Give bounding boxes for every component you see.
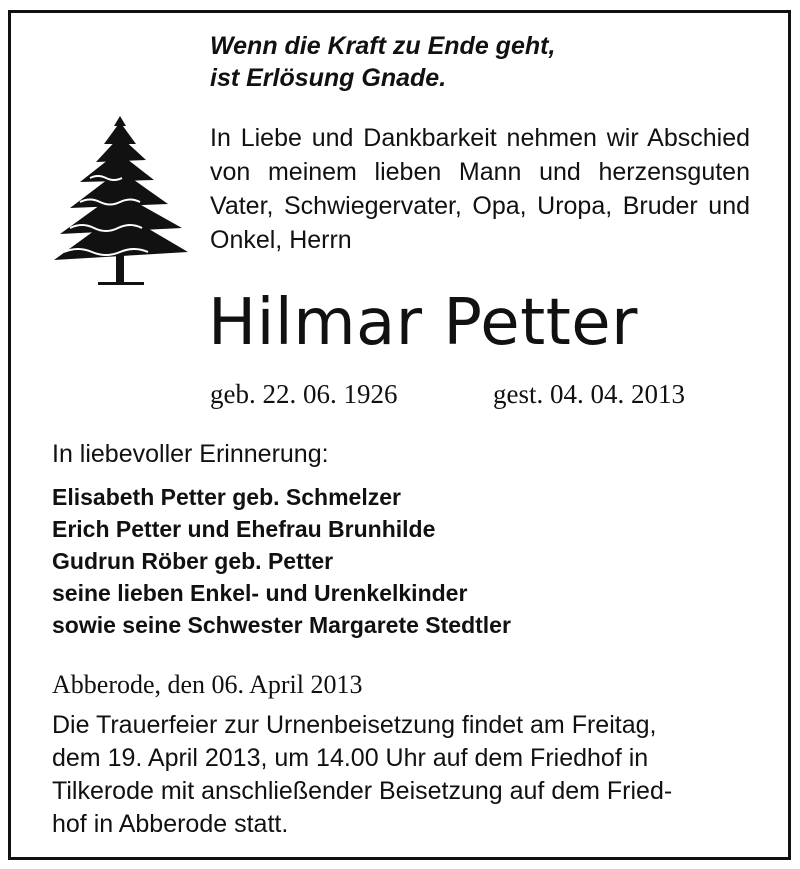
notice-line: hof in Abberode statt. xyxy=(52,810,289,838)
memory-heading: In liebevoller Erinnerung: xyxy=(52,440,329,468)
death-date: gest. 04. 04. 2013 xyxy=(493,379,685,409)
mourners-list xyxy=(52,481,511,641)
mourner-line: Gudrun Röber geb. Petter xyxy=(52,548,334,574)
notice-line: Die Trauerfeier zur Urnenbeisetzung findet am Freitag, xyxy=(52,711,657,739)
verse xyxy=(210,30,555,94)
intro-text: In Liebe und Dankbarkeit nehmen wir Abschied von meinem lieben Mann und herzensguten Vater, Schwiegervater, Opa, Uropa, Bruder und Onkel, Herrn xyxy=(210,124,750,254)
notice-line: Tilkerode mit anschließender Beisetzung auf dem Fried- xyxy=(52,777,673,805)
place-date: Abberode, den 06. April 2013 xyxy=(52,670,363,699)
birth-date: geb. 22. 06. 1926 xyxy=(210,379,398,409)
deceased-name: Hilmar Petter xyxy=(208,286,638,360)
mourner-line: sowie seine Schwester Margarete Stedtler xyxy=(52,612,511,638)
fir-tree-icon xyxy=(50,112,190,292)
mourner-line: Elisabeth Petter geb. Schmelzer xyxy=(52,484,401,510)
mourner-line: seine lieben Enkel- und Urenkelkinder xyxy=(52,580,468,606)
funeral-notice xyxy=(52,709,752,841)
notice-line: dem 19. April 2013, um 14.00 Uhr auf dem Friedhof in xyxy=(52,744,649,772)
verse-line-2: ist Erlösung Gnade. xyxy=(210,64,447,92)
verse-line-1: Wenn die Kraft zu Ende geht, xyxy=(210,32,556,60)
mourner-line: Erich Petter und Ehefrau Brunhilde xyxy=(52,516,436,542)
